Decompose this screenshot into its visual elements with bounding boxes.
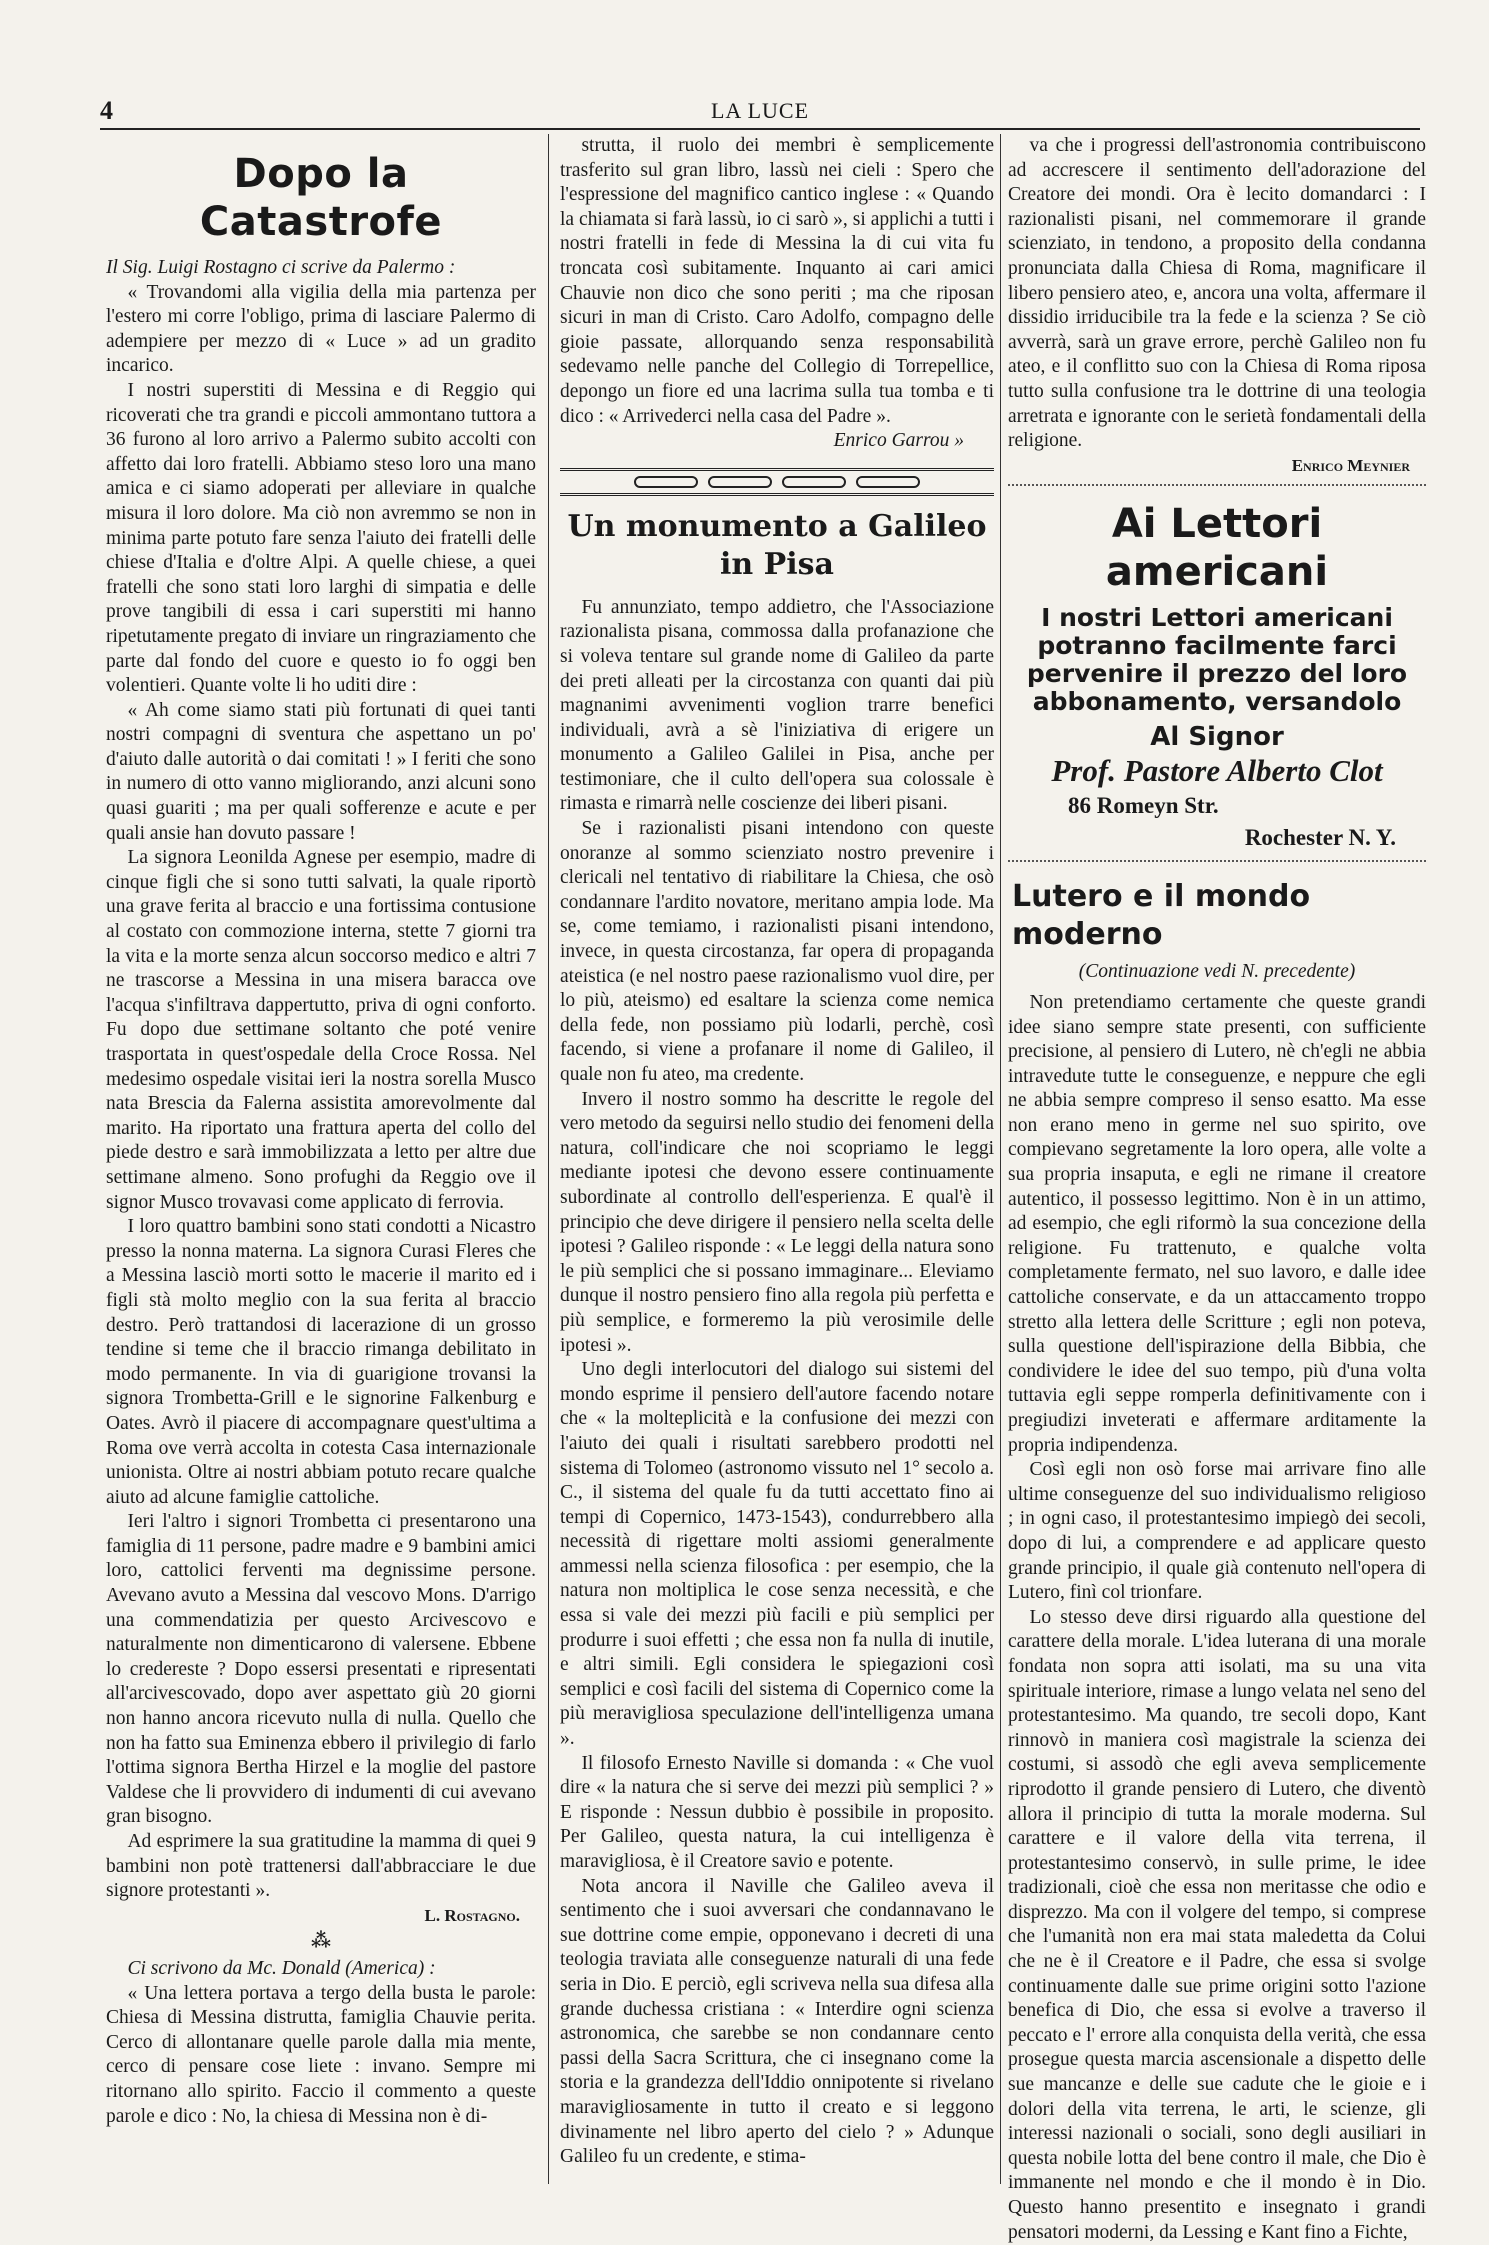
article-continuation — [1008, 134, 1426, 454]
paragraph: I loro quattro bambini sono stati condotti a Nicastro presso la nonna materna. La signora Curasi Fleres che a Messina lasciò morti sotto le macerie il marito ed i figli stà molto meglio con la sua ferita al braccio destro. Però trattandosi di lacerazione di un grosso tendine si teme che il braccio rimanga debilitato in modo permanente. In via di guarigione trovansi la signora Trombetta-Grill e le signorine Falkenburg e Oates. Avrò il piacere di accompagnare quest'ultima a Roma ove verrà accolta in cotesta Casa internazionale unionista. Oltre ai nostri abbiam potuto recare qualche aiuto ad alcune famiglie cattoliche. — [106, 1216, 536, 1508]
notice-title: Ai Lettori americani — [1105, 501, 1329, 596]
paragraph: Non pretendiamo certamente che queste grandi idee siano sempre state presenti, con sufficiente precisione, al pensiero di Lutero, nè ch'egli ne abbia intravedute tutte le conseguenze, e neppure che egli ne abbia sempre compreso il senso esatto. Ma esse non erano meno in germe nel suo spirito, ove compievano segretamente la loro opera, alle volte a sua propria insaputa, e egli ne rimane il creatore autentico, il possesso legittimo. Non è in un attimo, ad esempio, che egli riformò la sua concezione della religione. Fu trattenuto, e qualche volta completamente fermato, nel suo lavoro, e dalle idee cattoliche conservate, e da un attaccamento troppo stretto alla lettera delle Scritture ; egli non poteva, sulla questione dell'ispirazione della Bibbia, che condividere le idee del suo tempo, più d'una volta tuttavia egli seppe romperla definitivamente con i pregiudizi inveterati e affermare arditamente la propria indipendenza. — [1008, 991, 1426, 1456]
paragraph: I nostri superstiti di Messina e di Reggio qui ricoverati che tra grandi e piccoli ammontano tuttora a 36 furono al loro arrivo a Palermo subito accolti con affetto dai loro fratelli. Abbiamo steso loro una mano amica e ci siamo adoperati per alleviare in qualche misura il loro dolore. Ma ciò non avremmo se non in minima parte potuto fare senza l'aiuto dei fratelli delle chiese d'Italia e d'oltre Alpi. A quelle chiese, a quei fratelli che sono stati loro larghi di simpatia e delle prove tangibili di essa i cari superstiti mi hanno ripetutamente pregato di inviare un ringraziamento che parte dal fondo del cuore e questo io fo oggi ben volentieri. Quante volte li ho uditi dire : — [106, 379, 536, 697]
wavy-rule — [1008, 860, 1426, 870]
article-body — [1008, 991, 1426, 2245]
article-title-lutero: Lutero e il mondo moderno — [1012, 879, 1311, 953]
article-body — [106, 281, 536, 1904]
article-signature: L. Rostagno. — [424, 1905, 520, 1925]
paragraph: Uno degli interlocutori del dialogo sui sistemi del mondo esprime il pensiero dell'autore facendo notare che « la molteplicità e la confusione dei mezzi con l'aiuto dei quali i risultati sarebbero prodotti nel sistema di Tolomeo (astronomo vissuto nel 1° secolo a. C., il sistema del quale fu da tutti accettato fino ai tempi di Copernico, 1473-1543), condurrebbero alla necessità di rigettare molti assiomi generalmente ammessi nella scienza filosofica : per esempio, che la natura non moltiplica le cose senza necessità, e che essa si vale dei mezzi più facili e più semplici per produrre i suoi effetti ; che essa non fa nulla di inutile, e altri simili. Egli considera le spiegazioni così semplici e così facili del sistema di Copernico come la più meravigliosa speculazione dell'intelligenza umana ». — [560, 1359, 994, 1750]
article-title-monumento-galileo: Un monumento a Galileo in Pisa — [567, 508, 987, 582]
paragraph: Ad esprimere la sua gratitudine la mamma di quei 9 bambini non potè trattenersi dall'abbracciare le due signore protestanti ». — [106, 1831, 536, 1902]
column-3 — [1008, 134, 1426, 2243]
letter-body — [106, 1982, 536, 2130]
paragraph: Ieri l'altro i signori Trombetta ci presentarono una famiglia di 11 persone, padre madre e 9 bambini amici loro, cattolici ferventi ma degnissime persone. Avevano avuto a Messina dal vescovo Mons. D'arrigo una commendatizia per questo Arcivescovo e naturalmente non dimenticarono di valersene. Ebbene lo credereste ? Dopo essersi presentati e ripresentati all'arcivescovado, dopo aver aspettato giù 20 giorni non hanno ancora ricevuto nulla di nulla. Quello che non ha fatto sua Eminenza ebbero il privilegio di farlo l'ottima signora Bertha Hirzel e la moglie del pastore Valdese che li provvidero di indumenti di cui avevano gran bisogno. — [106, 1511, 536, 1828]
article-body — [560, 596, 994, 2170]
notice-address-city: Rochester N. Y. — [1244, 825, 1396, 851]
paragraph: Fu annunziato, tempo addietro, che l'Associazione razionalista pisana, commossa dalla profanazione che si voleva tentare sul grande nome di Galileo da parte dei preti alleati per la circostanza con quanti dai più magnanimi avvenimenti voglion trarre benefici individuali, avrà a sè l'iniziativa di erigere un monumento a Galileo Galilei in Pisa, anche per testimoniare, che il culto dell'opera sua colossale è rimasta e rimarrà nelle coscienze dei liberi pisani. — [560, 596, 994, 815]
paragraph: Così egli non osò forse mai arrivare fino alle ultime conseguenze del suo individualismo religioso ; in ogni caso, il protestantesimo impiegò dei secoli, dopo di lui, a comprendere e ad applicare questo grande principio, il quale già contenuto nell'opera di Lutero, finì col trionfare. — [1008, 1459, 1426, 1604]
paragraph: Lo stesso deve dirsi riguardo alla questione del carattere della morale. L'idea luterana di una morale fondata non sopra atti isolati, ma su una vita spirituale interiore, rimase a lungo velata nel seno del protestantesimo. Ma quando, tre secoli dopo, Kant rinnovò in maniera così magistrale la scienza dei costumi, si assodò che egli aveva semplicemente riprodotto il grande pensiero di Lutero, che diventò allora il principio di tutta la morale moderna. Sul carattere e il valore della vita terrena, il protestantesimo conservò, in sulle prime, le idee tradizionali, cioè che essa non meritasse che odio e disprezzo. Ma con il volgere del tempo, si comprese che l'umanità non era mai stata maledetta da Colui che ne è il Creatore e il Padre, che essa si svolge continuamente dalle sue prime origini sotto l'azione benefica di Dio, che essa si evolve a traverso il peccato e l' errore alla conquista della verità, che essa prosegue questa marcia ascensionale a dispetto delle sue mancanze e delle sue cadute che le gioie e i dolori della vita terrena, le arti, le scienze, gli interessi nazionali o sociali, sono degli ausiliari in questa nobile lotta del bene contro il male, che Dio è immanente nel mondo e che il mondo è in Dio. Questo hanno presentito e insegnato i grandi pensatori moderni, da Lessing e Kant fino a Fichte, — [1008, 1606, 1426, 2243]
column-1 — [106, 134, 536, 2189]
paragraph: La signora Leonilda Agnese per esempio, madre di cinque figli che si sono tutti salvati, la quale riportò una grave ferita al braccio e una fortissima contusione al costato con commozione interna, stette 7 giorni tra la vita e la morte senza alcun soccorso medico e altri 7 ne trascorse a Messina in una misera baracca ove l'acqua s'infiltrava dappertutto, priva di ogni conforto. Fu dopo due settimane soltanto che poté venire trasportata in quest'ospedale della Croce Rossa. Nel medesimo ospedale visitai ieri la nostra sorella Musco nata Brescia da Falerna assistita amorevolmente dal marito. Ha riportato una frattura aperta del collo del piede destro e sarà immobilizzata a letto per altre due settimane almeno. Sono profughi da Reggio ove il signor Musco trovavasi come applicato di ferrovia. — [106, 847, 536, 1213]
journal-title: LA LUCE — [710, 98, 810, 123]
column-2 — [560, 134, 994, 2189]
section-separator: ⁂ — [311, 1931, 331, 1953]
article-subtitle: (Continuazione vedi N. precedente) — [1078, 961, 1356, 983]
notice-text: I nostri Lettori americani potranno facilmente farci pervenire il prezzo del loro abbonamento, versandolo — [1026, 603, 1408, 717]
letter-intro: Ci scrivono da Mc. Donald (America) : — [127, 1957, 436, 1979]
column-divider — [548, 134, 549, 2184]
letter-continuation — [560, 134, 994, 429]
paragraph: strutta, il ruolo dei membri è semplicemente trasferito sul gran libro, lassù nei cieli : Spero che l'espressione del magnifico cantico inglese : « Quando la chiamata si farà lassù, io ci sarò », si applichi a tutti i nostri fratelli in fede di Messina la di cui vita fu troncata così subitamente. Inquanto ai cari amici Chauvie non dico che sono periti ; ma che riposan sicuri in man di Cristo. Caro Adolfo, compagno delle gioie passate, allorquando senza responsabilità sedevamo nelle panche del Collegio di Torrepellice, depongo un fiore ed una lacrima sulla tua tomba e ti dico : « Arrivederci nella casa del Padre ». — [560, 135, 994, 427]
paragraph: Il filosofo Ernesto Naville si domanda : « Che vuol dire « la natura che si serve dei mezzi più semplici ? » E risponde : Nessun dubbio è possibile in proposito. Per Galileo, questa natura, la cui intelligenza è maravigliosa, è il Creatore savio e potente. — [560, 1752, 994, 1872]
wavy-rule — [1008, 484, 1426, 494]
decorative-ornament-band — [560, 468, 994, 496]
article-intro: Il Sig. Luigi Rostagno ci scrive da Palermo : — [106, 257, 456, 278]
paragraph: « Trovandomi alla vigilia della mia partenza per l'estero mi corre l'obligo, prima di lasciare Palermo di adempiere per mezzo di « Luce » ad un gradito incarico. — [106, 281, 536, 377]
notice-recipient-name: Prof. Pastore Alberto Clot — [1051, 753, 1383, 789]
page-header — [100, 96, 1420, 126]
column-divider — [1000, 134, 1001, 2184]
paragraph: « Una lettera portava a tergo della busta le parole: Chiesa di Messina distrutta, famiglia Chauvie perita. Cerco di allontanare quelle parole dalla mia mente, cerco di pensare cose liete : invano. Sempre mi ritornano allo spirito. Faccio il commento a queste parole e dico : No, la chiesa di Messina non è di- — [106, 1982, 536, 2127]
notice-address-street: 86 Romeyn Str. — [1068, 793, 1219, 819]
article-signature: Enrico Meynier — [1291, 455, 1410, 475]
notice-recipient-label: Al Signor — [1150, 722, 1284, 753]
letter-signature: Enrico Garrou » — [833, 430, 964, 452]
paragraph: Invero il nostro sommo ha descritte le regole del vero metodo da seguirsi nello studio dei fenomeni della natura, coll'indicare che noi scopriamo le leggi mediante ipotesi che devono essere continuamente subordinate al controllo dell'esperienza. E qual'è il principio che deve dirigere il pensiero nella scelta delle ipotesi ? Galileo risponde : « Le leggi della natura sono le più semplici che si possano immaginare... Eleviamo dunque il nostro pensiero fino alla regola più perfetta e più semplice, e formeremo la più verosimile delle ipotesi ». — [560, 1088, 994, 1356]
paragraph: va che i progressi dell'astronomia contribuiscono ad accrescere il sentimento dell'adorazione del Creatore dei mondi. Ora è lecito domandarci : I razionalisti pisani, nel commemorare il grande scienziato, in tendono, a proposito della condanna pronunciata dalla Chiesa di Roma, magnificare il libero pensiero ateo, e, ancora una volta, affermare il dissidio irriducibile tra la fede e la scienza ? Se ciò avverrà, sarà un grave errore, perchè Galileo non fu ateo, e il conflitto suo con la Chiesa di Roma riposa tutto sulla confusione tra le dottrine di una teologia arretrata e ignorante con le serietà fondamentali della religione. — [1008, 135, 1426, 452]
paragraph: Se i razionalisti pisani intendono con queste onoranze al sommo scienziato nostro prevenire i clericali nel tentativo di riabilitare la Chiesa, che osò condannare l'ardito novatore, meritano ampia lode. Ma se, come temiamo, i razionalisti pisani intendono, invece, in questa circostanza, far opera di propaganda ateistica (e nel nostro paese razionalismo vuol dire, per lo più, ateismo) ed esaltare la scienza come nemica della fede, non possiamo più lodarli, perchè, così facendo, si viene a profanare il nome di Galileo, il quale non fu ateo, ma credente. — [560, 818, 994, 1085]
paragraph: Nota ancora il Naville che Galileo aveva il sentimento che i suoi avversari che condannavano le sue dottrine come empie, opponevano i decreti di una teologia traviata alle conseguenze naturali di una fede seria in Dio. E perciò, egli scriveva nella sua difesa alla grande duchessa cristiana : « Interdire ogni scienza astronomica, che sarebbe se non condannare cento passi della Sacra Scrittura, che ci insegnano come la storia e la grandezza dell'Iddio onnipotente si rivelano maravigliosamente in tutto il creato e si leggono divinamente nel libro aperto del cielo ? » Adunque Galileo fu un credente, e stima- — [560, 1875, 994, 2168]
page-number: 4 — [100, 96, 113, 125]
article-title-dopo-la-catastrofe: Dopo la Catastrofe — [199, 151, 443, 245]
paragraph: « Ah come siamo stati più fortunati di quei tanti nostri compagni di sventura che aspettano un po' d'aiuto dalle autorità o dai comitati ! » I feriti che sono in numero di otto vanno migliorando, anzi alcuni sono quasi guariti ; ma per quali sofferenze e acute e per quali ansie han dovuto passare ! — [106, 699, 536, 844]
header-rule — [100, 128, 1420, 130]
